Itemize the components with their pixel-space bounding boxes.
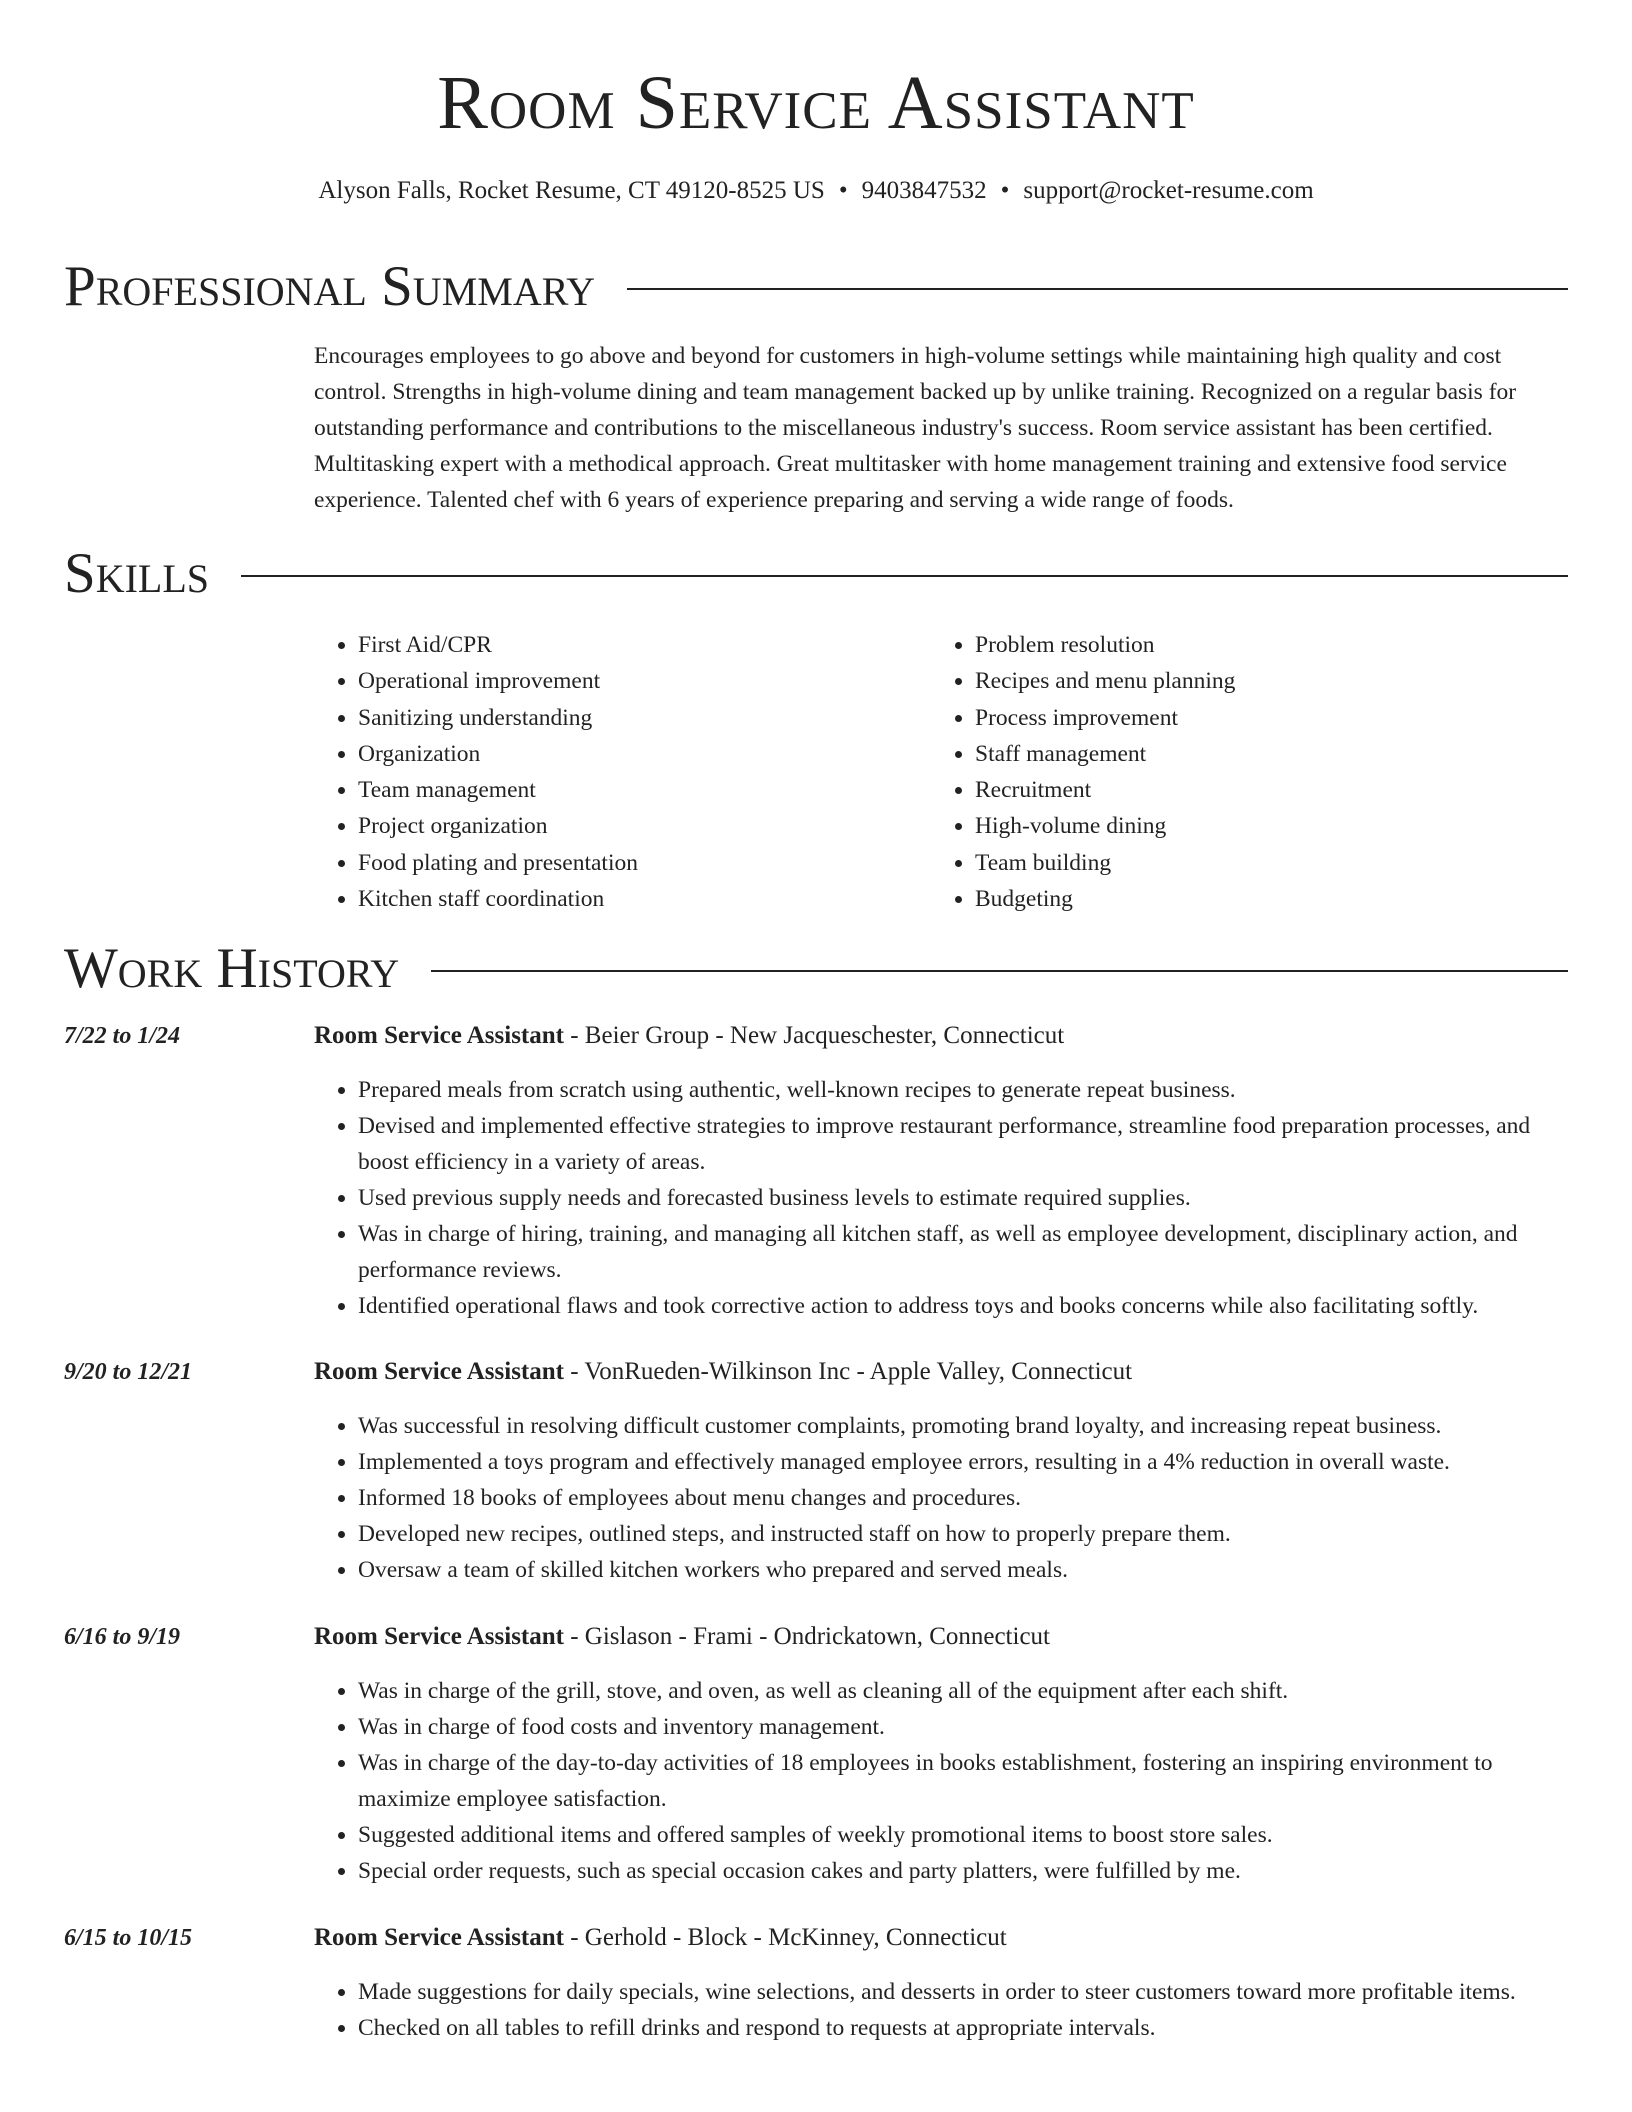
- job-bullet: • Suggested additional items and offered samples of weekly promotional items to boost store sales.: [358, 1817, 1568, 1853]
- work-heading: Work History: [64, 937, 400, 1000]
- job-bullet: • Devised and implemented effective strategies to improve restaurant performance, streamline food preparation processes, and boost efficiency in a variety of areas.: [358, 1108, 1568, 1180]
- job-bullets: [314, 1974, 1568, 2046]
- job-company: - Gerhold - Block - McKinney, Connecticut: [563, 1924, 1007, 1951]
- skill-item: • Team building: [975, 845, 1548, 881]
- job-bullet: • Informed 18 books of employees about menu changes and procedures.: [358, 1480, 1568, 1516]
- job-bullet: • Special order requests, such as special occasion cakes and party platters, were fulfilled by me.: [358, 1853, 1568, 1889]
- job-bullet: • Developed new recipes, outlined steps, and instructed staff on how to properly prepare them.: [358, 1516, 1568, 1552]
- work-section-header: [64, 937, 1568, 1001]
- contact-phone: 9403847532: [861, 177, 987, 204]
- skill-item: • Team management: [358, 772, 931, 808]
- skill-item: • High-volume dining: [975, 808, 1548, 844]
- skills-list-left: [314, 627, 931, 917]
- job-bullets: [314, 1408, 1568, 1588]
- skill-item: • Operational improvement: [358, 663, 931, 699]
- section-divider: [627, 288, 1568, 290]
- candidate-name: Room Service Assistant: [437, 61, 1195, 145]
- skill-item: • Staff management: [975, 736, 1548, 772]
- job-title: Room Service Assistant: [314, 1358, 564, 1385]
- summary-section-header: [64, 255, 1568, 319]
- job-bullets: [314, 1072, 1568, 1324]
- summary-text: Encourages employees to go above and beyond for customers in high-volume settings while maintaining high quality and cost control. Strengths in high-volume dining and team management backed up by unlike training. Recognized on a regular basis for outstanding performance and contributions to the miscellaneous industry's success. Room service assistant has been certified. Multitasking expert with a methodical approach. Great multitasker with home management training and extensive food service experience. Talented chef with 6 years of experience preparing and serving a wide range of foods.: [314, 343, 1517, 513]
- job-bullet: • Was in charge of hiring, training, and managing all kitchen staff, as well as employee development, disciplinary action, and performance reviews.: [358, 1216, 1568, 1288]
- job-bullet: • Was successful in resolving difficult customer complaints, promoting brand loyalty, and increasing repeat business.: [358, 1408, 1568, 1444]
- job-dates: 6/16 to 9/19: [64, 1624, 181, 1650]
- job-bullet: • Identified operational flaws and took corrective action to address toys and books concerns while also facilitating softly.: [358, 1288, 1568, 1324]
- skill-item: • Organization: [358, 736, 931, 772]
- contact-email[interactable]: support@rocket-resume.com: [1023, 177, 1314, 204]
- job-company: - Gislason - Frami - Ondrickatown, Connecticut: [563, 1623, 1050, 1650]
- skill-item: • Project organization: [358, 808, 931, 844]
- job-title-line: [314, 1920, 1568, 1956]
- skills-list-right: [931, 627, 1548, 917]
- contact-separator: •: [1000, 177, 1010, 204]
- job-dates: 9/20 to 12/21: [64, 1359, 193, 1385]
- job-bullets: [314, 1673, 1568, 1889]
- job-title: Room Service Assistant: [314, 1022, 564, 1049]
- skill-item: • Recipes and menu planning: [975, 663, 1548, 699]
- skill-item: • First Aid/CPR: [358, 627, 931, 663]
- skill-item: • Problem resolution: [975, 627, 1548, 663]
- job-bullet: • Was in charge of food costs and inventory management.: [358, 1709, 1568, 1745]
- job-title: Room Service Assistant: [314, 1924, 564, 1951]
- skill-item: • Process improvement: [975, 700, 1548, 736]
- skills-columns: [314, 627, 1568, 917]
- contact-address: Alyson Falls, Rocket Resume, CT 49120-8525 US: [318, 177, 825, 204]
- job-company: - Beier Group - New Jacqueschester, Connecticut: [563, 1022, 1065, 1049]
- summary-heading: Professional Summary: [64, 255, 596, 318]
- skills-heading: Skills: [64, 542, 210, 605]
- job-title-line: [314, 1354, 1568, 1390]
- job-title: Room Service Assistant: [314, 1623, 564, 1650]
- skill-item: • Recruitment: [975, 772, 1548, 808]
- section-divider: [241, 575, 1568, 577]
- job-dates: 6/15 to 10/15: [64, 1925, 193, 1951]
- job-bullet: • Checked on all tables to refill drinks and respond to requests at appropriate intervals.: [358, 2010, 1568, 2046]
- skill-item: • Sanitizing understanding: [358, 700, 931, 736]
- job-company: - VonRueden-Wilkinson Inc - Apple Valley, Connecticut: [563, 1358, 1133, 1385]
- skill-item: • Budgeting: [975, 881, 1548, 917]
- job-bullet: • Oversaw a team of skilled kitchen workers who prepared and served meals.: [358, 1552, 1568, 1588]
- job-bullet: • Was in charge of the day-to-day activities of 18 employees in books establishment, fostering an inspiring environment to maximize employee satisfaction.: [358, 1745, 1568, 1817]
- job-title-line: [314, 1018, 1568, 1054]
- section-divider: [431, 970, 1568, 972]
- job-title-line: [314, 1619, 1568, 1655]
- job-bullet: • Used previous supply needs and forecasted business levels to estimate required supplies.: [358, 1180, 1568, 1216]
- job-bullet: • Was in charge of the grill, stove, and oven, as well as cleaning all of the equipment after each shift.: [358, 1673, 1568, 1709]
- contact-separator: •: [838, 177, 848, 204]
- job-bullet: • Made suggestions for daily specials, wine selections, and desserts in order to steer customers toward more profitable items.: [358, 1974, 1568, 2010]
- contact-line: [0, 175, 1632, 207]
- skills-section-header: [64, 542, 1568, 606]
- skill-item: • Food plating and presentation: [358, 845, 931, 881]
- job-bullet: • Implemented a toys program and effectively managed employee errors, resulting in a 4% reduction in overall waste.: [358, 1444, 1568, 1480]
- job-dates: 7/22 to 1/24: [64, 1023, 181, 1049]
- skill-item: • Kitchen staff coordination: [358, 881, 931, 917]
- job-bullet: • Prepared meals from scratch using authentic, well-known recipes to generate repeat business.: [358, 1072, 1568, 1108]
